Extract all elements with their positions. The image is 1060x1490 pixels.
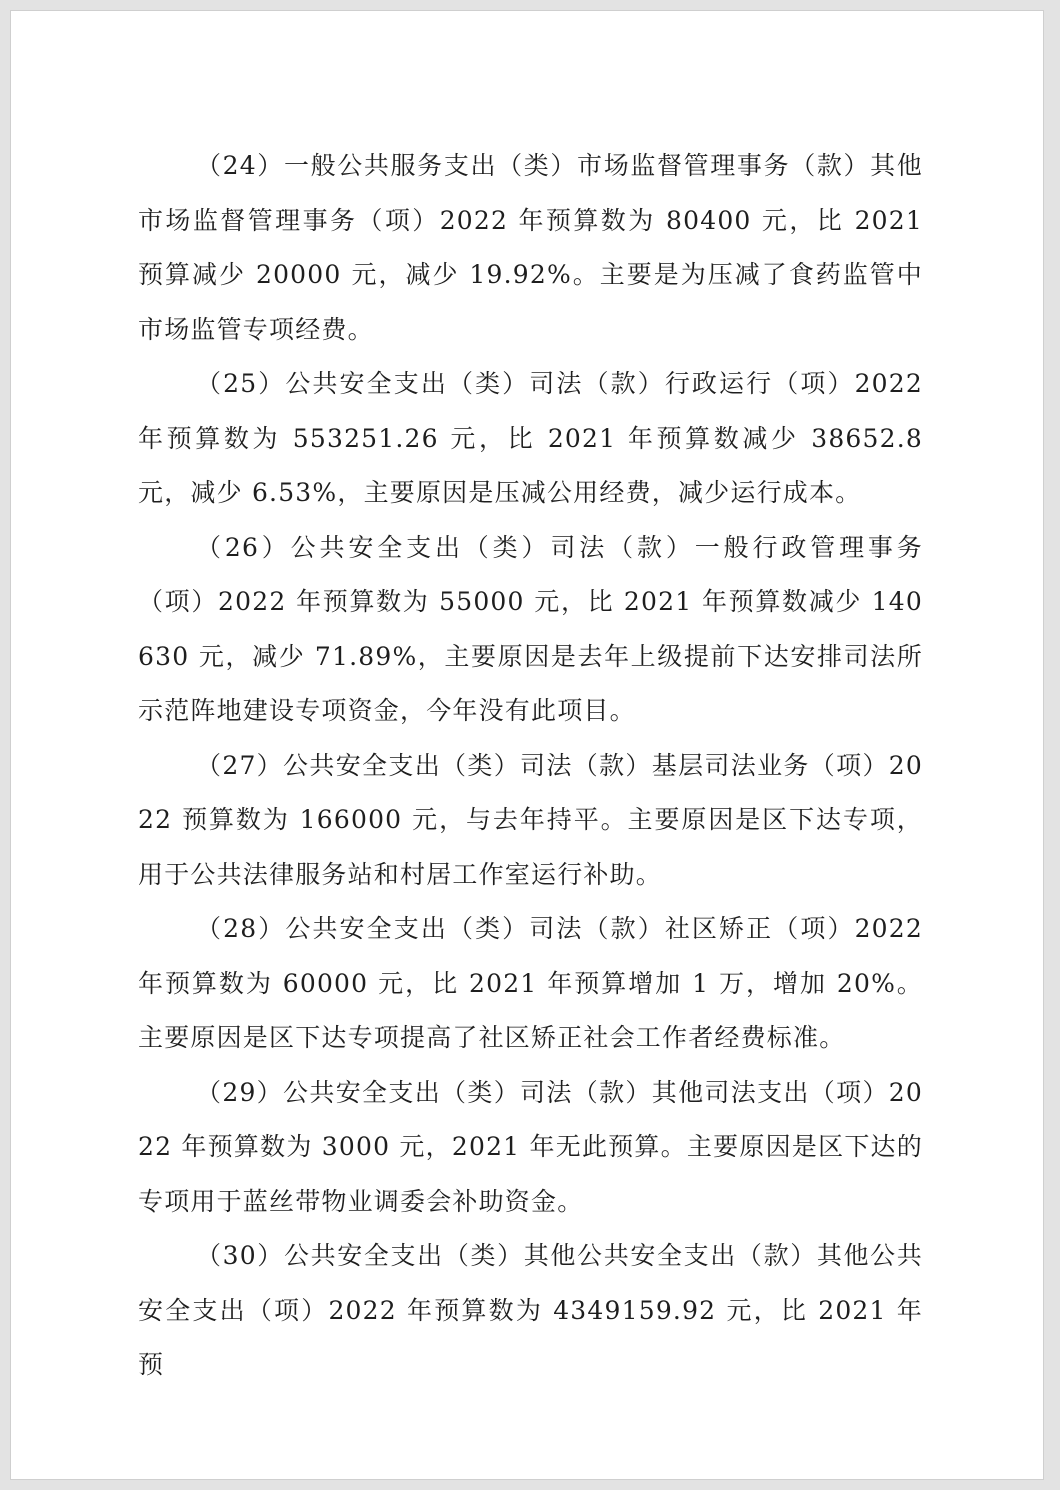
paragraph-27: （27）公共安全支出（类）司法（款）基层司法业务（项）2022 预算数为 166000 元，与去年持平。主要原因是区下达专项，用于公共法律服务站和村居工作室运行补助。 xyxy=(138,750,923,889)
paragraph-28: （28）公共安全支出（类）司法（款）社区矫正（项）2022 年预算数为 60000 元，比 2021 年预算增加 1 万，增加 20%。主要原因是区下达专项提高了社区矫正社会工作者经费标准。 xyxy=(138,914,923,1052)
document-body xyxy=(138,139,923,1393)
paragraph-25: （25）公共安全支出（类）司法（款）行政运行（项）2022 年预算数为 553251.26 元，比 2021 年预算数减少 38652.8 元，减少 6.53%，主要原因是压减公用经费，减少运行成本。 xyxy=(138,369,923,507)
paragraph-26: （26）公共安全支出（类）司法（款）一般行政管理事务（项）2022 年预算数为 55000 元，比 2021 年预算数减少 140630 元，减少 71.89%，主要原因是去年上级提前下达安排司法所示范阵地建设专项资金，今年没有此项目。 xyxy=(138,532,923,725)
paragraph-24: （24）一般公共服务支出（类）市场监督管理事务（款）其他市场监督管理事务（项）2022 年预算数为 80400 元，比 2021 预算减少 20000 元，减少 19.92%。主要是为压减了食药监管中市场监管专项经费。 xyxy=(138,151,923,344)
paragraph-29: （29）公共安全支出（类）司法（款）其他司法支出（项）2022 年预算数为 3000 元，2021 年无此预算。主要原因是区下达的专项用于蓝丝带物业调委会补助资金。 xyxy=(138,1077,923,1216)
document-page xyxy=(10,10,1044,1480)
paragraph-30: （30）公共安全支出（类）其他公共安全支出（款）其他公共安全支出（项）2022 年预算数为 4349159.92 元，比 2021 年预 xyxy=(138,1241,923,1379)
